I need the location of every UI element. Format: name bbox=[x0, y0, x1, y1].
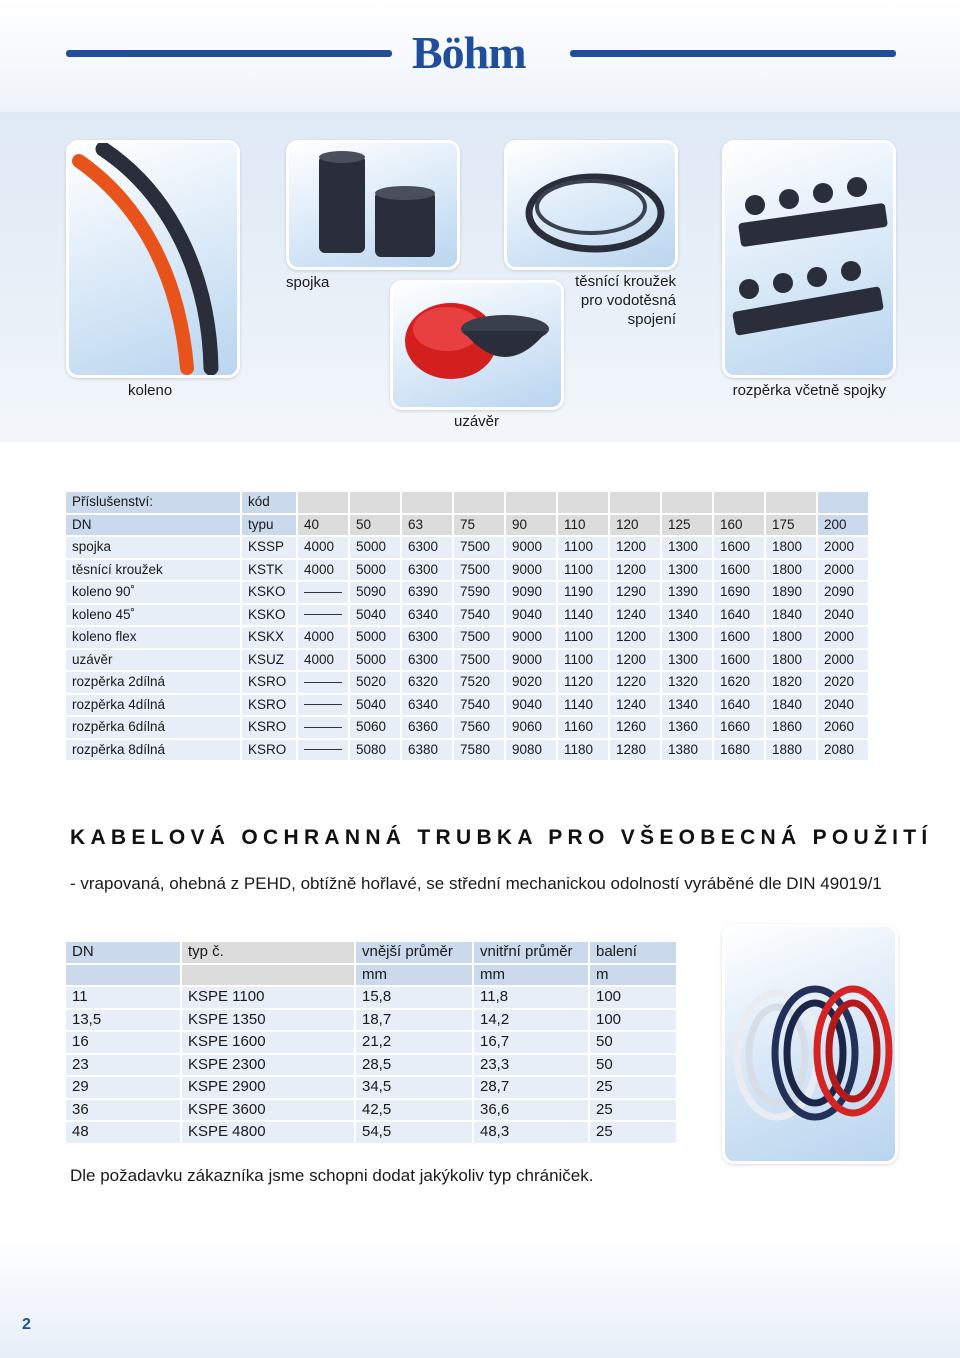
pipe-cell: 15,8 bbox=[356, 987, 472, 1008]
pipe-cell: 13,5 bbox=[66, 1010, 180, 1031]
accessories-row-value: 9000 bbox=[506, 560, 556, 581]
accessories-row-value: 4000 bbox=[298, 560, 348, 581]
pipe-row bbox=[66, 1100, 676, 1121]
pipe-cell: 23 bbox=[66, 1055, 180, 1076]
accessories-row-value: 6300 bbox=[402, 627, 452, 648]
accessories-row-code: KSRO bbox=[242, 695, 296, 716]
accessories-row-value: 2000 bbox=[818, 560, 868, 581]
accessories-header-row-2 bbox=[66, 515, 868, 536]
pipe-cell: 36,6 bbox=[474, 1100, 588, 1121]
caption-koleno: koleno bbox=[128, 382, 173, 399]
accessories-row-value: 7540 bbox=[454, 605, 504, 626]
accessories-row-value: 1600 bbox=[714, 627, 764, 648]
accessories-row-value: 1380 bbox=[662, 740, 712, 761]
not-available-dash bbox=[304, 727, 342, 728]
accessories-row-name: rozpěrka 2dílná bbox=[66, 672, 240, 693]
accessories-row-value: 1190 bbox=[558, 582, 608, 603]
accessories-row-value: 1140 bbox=[558, 695, 608, 716]
accessories-row-value: 1220 bbox=[610, 672, 660, 693]
accessories-header-row-1 bbox=[66, 492, 868, 513]
uzaver-image bbox=[393, 283, 561, 407]
photo-spojka bbox=[286, 140, 460, 270]
caption-krouzek-line2: pro vodotěsná bbox=[580, 292, 676, 309]
accessories-header-size: 75 bbox=[454, 515, 504, 536]
accessories-row-value: 5060 bbox=[350, 717, 400, 738]
footer-note: Dle požadavku zákazníka jsme schopni dodat jakýkoliv typ chrániček. bbox=[70, 1166, 594, 1185]
accessories-row-code: KSKO bbox=[242, 605, 296, 626]
accessories-row-name: těsnící kroužek bbox=[66, 560, 240, 581]
accessories-row bbox=[66, 740, 868, 761]
accessories-header-blank bbox=[818, 492, 868, 513]
pipe-cell: 16 bbox=[66, 1032, 180, 1053]
pipe-row bbox=[66, 987, 676, 1008]
not-available-dash bbox=[304, 749, 342, 750]
accessories-row-value: 1300 bbox=[662, 627, 712, 648]
header bbox=[0, 0, 960, 112]
accessories-row-value: 1800 bbox=[766, 537, 816, 558]
accessories-row-value: 1180 bbox=[558, 740, 608, 761]
accessories-row-value: 7500 bbox=[454, 627, 504, 648]
accessories-row-value: 5000 bbox=[350, 560, 400, 581]
pipe-cell: 100 bbox=[590, 1010, 676, 1031]
accessories-row-code: KSRO bbox=[242, 717, 296, 738]
accessories-row bbox=[66, 672, 868, 693]
pipe-unit-cell: mm bbox=[474, 965, 588, 986]
accessories-row bbox=[66, 717, 868, 738]
accessories-row-value: 1260 bbox=[610, 717, 660, 738]
accessories-row-value: 1200 bbox=[610, 650, 660, 671]
pipe-cell: 28,7 bbox=[474, 1077, 588, 1098]
accessories-row-value: 1800 bbox=[766, 627, 816, 648]
accessories-row-value: 1290 bbox=[610, 582, 660, 603]
pipe-cell: 50 bbox=[590, 1032, 676, 1053]
accessories-row-value: 6340 bbox=[402, 695, 452, 716]
accessories-row-value: 9080 bbox=[506, 740, 556, 761]
pipe-cell: 50 bbox=[590, 1055, 676, 1076]
brand-logo-text: Böhm bbox=[412, 27, 526, 78]
pipe-cell: 11,8 bbox=[474, 987, 588, 1008]
accessories-row-value: 1690 bbox=[714, 582, 764, 603]
accessories-header-blank bbox=[350, 492, 400, 513]
pipe-row bbox=[66, 1077, 676, 1098]
accessories-header-size: 40 bbox=[298, 515, 348, 536]
accessories-row-value: 5040 bbox=[350, 695, 400, 716]
accessories-row-value: 7580 bbox=[454, 740, 504, 761]
photo-cable-coils bbox=[722, 924, 898, 1164]
pipe-table bbox=[64, 940, 678, 1145]
accessories-row-code: KSKO bbox=[242, 582, 296, 603]
accessories-row-value: 2000 bbox=[818, 537, 868, 558]
accessories-header-blank bbox=[558, 492, 608, 513]
accessories-row bbox=[66, 605, 868, 626]
pipe-header-cell: DN bbox=[66, 942, 180, 963]
accessories-row-value: 1840 bbox=[766, 605, 816, 626]
pipe-row bbox=[66, 1032, 676, 1053]
page-number: 2 bbox=[22, 1316, 31, 1333]
accessories-header-size: 120 bbox=[610, 515, 660, 536]
accessories-row-value: 6340 bbox=[402, 605, 452, 626]
pipe-unit-cell: mm bbox=[356, 965, 472, 986]
accessories-row-value: 6390 bbox=[402, 582, 452, 603]
pipe-row bbox=[66, 1122, 676, 1143]
accessories-row-value: 6380 bbox=[402, 740, 452, 761]
accessories-row-value: 2060 bbox=[818, 717, 868, 738]
accessories-row-value: 1660 bbox=[714, 717, 764, 738]
accessories-row-value bbox=[298, 582, 348, 603]
accessories-header-size: 63 bbox=[402, 515, 452, 536]
spojka-image bbox=[289, 143, 457, 267]
accessories-row-value: 1640 bbox=[714, 605, 764, 626]
accessories-row-code: KSRO bbox=[242, 740, 296, 761]
caption-krouzek-line3: spojení bbox=[627, 311, 676, 328]
accessories-header-blank bbox=[402, 492, 452, 513]
accessories-header-blank bbox=[298, 492, 348, 513]
koleno-image bbox=[69, 143, 237, 375]
not-available-dash bbox=[304, 614, 342, 615]
krouzek-image bbox=[507, 143, 675, 267]
accessories-row-value: 2080 bbox=[818, 740, 868, 761]
accessories-row-value: 7590 bbox=[454, 582, 504, 603]
pipe-cell: 11 bbox=[66, 987, 180, 1008]
accessories-row-value: 5020 bbox=[350, 672, 400, 693]
photo-koleno bbox=[66, 140, 240, 378]
accessories-row-value: 9060 bbox=[506, 717, 556, 738]
pipe-header-row bbox=[66, 942, 676, 963]
accessories-row-value: 1340 bbox=[662, 695, 712, 716]
accessories-row-name: koleno 90˚ bbox=[66, 582, 240, 603]
accessories-row-value: 1300 bbox=[662, 560, 712, 581]
accessories-row-value bbox=[298, 740, 348, 761]
header-line-right bbox=[570, 50, 896, 57]
accessories-row-value: 6300 bbox=[402, 560, 452, 581]
pipe-unit-cell bbox=[66, 965, 180, 986]
accessories-header-blank bbox=[714, 492, 764, 513]
accessories-row-value: 1600 bbox=[714, 537, 764, 558]
pipe-cell: KSPE 2300 bbox=[182, 1055, 354, 1076]
pipe-cell: 23,3 bbox=[474, 1055, 588, 1076]
accessories-row-value: 9040 bbox=[506, 695, 556, 716]
caption-rozperka: rozpěrka včetně spojky bbox=[732, 382, 886, 399]
accessories-row-value: 4000 bbox=[298, 627, 348, 648]
accessories-row-value: 1240 bbox=[610, 605, 660, 626]
accessories-row-value: 1300 bbox=[662, 537, 712, 558]
pipe-cell: KSPE 3600 bbox=[182, 1100, 354, 1121]
caption-spojka: spojka bbox=[286, 274, 330, 291]
pipe-cell: 25 bbox=[590, 1100, 676, 1121]
accessories-row-value: 1800 bbox=[766, 650, 816, 671]
section-title: KABELOVÁ OCHRANNÁ TRUBKA PRO VŠEOBECNÁ POUŽITÍ bbox=[70, 826, 933, 849]
pipe-cell: KSPE 1600 bbox=[182, 1032, 354, 1053]
accessories-row-value: 9000 bbox=[506, 537, 556, 558]
accessories-row-value: 9000 bbox=[506, 650, 556, 671]
accessories-row-code: KSUZ bbox=[242, 650, 296, 671]
pipe-cell: 18,7 bbox=[356, 1010, 472, 1031]
pipe-cell: KSPE 1100 bbox=[182, 987, 354, 1008]
accessories-header-blank bbox=[506, 492, 556, 513]
accessories-row-value: 9020 bbox=[506, 672, 556, 693]
accessories-row-value: 2020 bbox=[818, 672, 868, 693]
pipe-cell: 48,3 bbox=[474, 1122, 588, 1143]
accessories-row bbox=[66, 560, 868, 581]
accessories-header-code: kód bbox=[242, 492, 296, 513]
accessories-row-value: 1200 bbox=[610, 560, 660, 581]
pipe-cell: 54,5 bbox=[356, 1122, 472, 1143]
accessories-row-value: 1280 bbox=[610, 740, 660, 761]
accessories-row-value: 1100 bbox=[558, 650, 608, 671]
accessories-row-value: 7540 bbox=[454, 695, 504, 716]
accessories-row-value: 1300 bbox=[662, 650, 712, 671]
product-gallery bbox=[0, 112, 960, 442]
accessories-row-value: 4000 bbox=[298, 650, 348, 671]
accessories-row-value: 5080 bbox=[350, 740, 400, 761]
accessories-row-name: rozpěrka 8dílná bbox=[66, 740, 240, 761]
accessories-row-value: 5000 bbox=[350, 650, 400, 671]
accessories-header-size: 50 bbox=[350, 515, 400, 536]
accessories-row-value: 1120 bbox=[558, 672, 608, 693]
accessories-header-blank bbox=[454, 492, 504, 513]
accessories-row-value: 7520 bbox=[454, 672, 504, 693]
accessories-row-value: 2000 bbox=[818, 650, 868, 671]
accessories-header-dn: DN bbox=[66, 515, 240, 536]
accessories-row-value: 1640 bbox=[714, 695, 764, 716]
accessories-row-value: 1600 bbox=[714, 650, 764, 671]
accessories-row-value: 9090 bbox=[506, 582, 556, 603]
accessories-row-value: 6300 bbox=[402, 650, 452, 671]
pipe-cell: 29 bbox=[66, 1077, 180, 1098]
accessories-row-value: 1880 bbox=[766, 740, 816, 761]
section-description: - vrapovaná, ohebná z PEHD, obtížně hořlavé, se střední mechanickou odolností vyráběné dle DIN 49019/1 bbox=[70, 874, 882, 893]
accessories-row-value: 2000 bbox=[818, 627, 868, 648]
accessories-row-value: 1860 bbox=[766, 717, 816, 738]
accessories-row-code: KSSP bbox=[242, 537, 296, 558]
header-line-left bbox=[66, 50, 392, 57]
accessories-row bbox=[66, 695, 868, 716]
accessories-row-value: 1100 bbox=[558, 537, 608, 558]
pipe-cell: 34,5 bbox=[356, 1077, 472, 1098]
accessories-row-value: 7500 bbox=[454, 560, 504, 581]
accessories-header-size: 110 bbox=[558, 515, 608, 536]
accessories-row-value: 1240 bbox=[610, 695, 660, 716]
accessories-row-value: 1320 bbox=[662, 672, 712, 693]
accessories-row-value: 2040 bbox=[818, 605, 868, 626]
accessories-header-size: 125 bbox=[662, 515, 712, 536]
photo-rozperka bbox=[722, 140, 896, 378]
pipe-cell: KSPE 1350 bbox=[182, 1010, 354, 1031]
accessories-row-value: 1890 bbox=[766, 582, 816, 603]
accessories-row-name: uzávěr bbox=[66, 650, 240, 671]
caption-krouzek-line1: těsnící kroužek bbox=[575, 273, 676, 290]
accessories-row-value: 7560 bbox=[454, 717, 504, 738]
pipe-cell: 42,5 bbox=[356, 1100, 472, 1121]
accessories-header-label: Příslušenství: bbox=[66, 492, 240, 513]
not-available-dash bbox=[304, 704, 342, 705]
accessories-row-code: KSKX bbox=[242, 627, 296, 648]
not-available-dash bbox=[304, 592, 342, 593]
accessories-header-blank bbox=[610, 492, 660, 513]
accessories-row-value: 5040 bbox=[350, 605, 400, 626]
pipe-unit-cell bbox=[182, 965, 354, 986]
accessories-row-name: spojka bbox=[66, 537, 240, 558]
accessories-table bbox=[64, 490, 870, 762]
photo-uzaver bbox=[390, 280, 564, 410]
accessories-header-size: 175 bbox=[766, 515, 816, 536]
accessories-row-value: 2040 bbox=[818, 695, 868, 716]
accessories-row-value: 1680 bbox=[714, 740, 764, 761]
pipe-cell: 36 bbox=[66, 1100, 180, 1121]
pipe-units-row bbox=[66, 965, 676, 986]
accessories-row-value: 1340 bbox=[662, 605, 712, 626]
accessories-table-body bbox=[66, 492, 868, 760]
accessories-row-value: 1620 bbox=[714, 672, 764, 693]
pipe-cell: 100 bbox=[590, 987, 676, 1008]
accessories-row-value: 1140 bbox=[558, 605, 608, 626]
accessories-row-value: 4000 bbox=[298, 537, 348, 558]
accessories-row-value bbox=[298, 717, 348, 738]
accessories-row bbox=[66, 627, 868, 648]
caption-uzaver: uzávěr bbox=[454, 413, 500, 430]
accessories-row-value: 1390 bbox=[662, 582, 712, 603]
accessories-row-value: 1360 bbox=[662, 717, 712, 738]
accessories-row-code: KSTK bbox=[242, 560, 296, 581]
accessories-row bbox=[66, 650, 868, 671]
pipe-header-cell: vnější průměr bbox=[356, 942, 472, 963]
pipe-header-cell: vnitřní průměr bbox=[474, 942, 588, 963]
accessories-row-value: 6320 bbox=[402, 672, 452, 693]
accessories-row-name: koleno flex bbox=[66, 627, 240, 648]
footer-band bbox=[0, 1240, 960, 1358]
accessories-row-value: 5000 bbox=[350, 537, 400, 558]
pipe-header-cell: typ č. bbox=[182, 942, 354, 963]
accessories-row-value: 6300 bbox=[402, 537, 452, 558]
accessories-row-value: 1820 bbox=[766, 672, 816, 693]
pipe-cell: KSPE 4800 bbox=[182, 1122, 354, 1143]
pipe-table-body bbox=[66, 942, 676, 1143]
accessories-row-value: 1800 bbox=[766, 560, 816, 581]
accessories-row-value: 1100 bbox=[558, 627, 608, 648]
accessories-row-value: 1200 bbox=[610, 537, 660, 558]
pipe-cell: 21,2 bbox=[356, 1032, 472, 1053]
not-available-dash bbox=[304, 682, 342, 683]
accessories-row-value bbox=[298, 695, 348, 716]
accessories-row-name: rozpěrka 6dílná bbox=[66, 717, 240, 738]
accessories-header-size: 200 bbox=[818, 515, 868, 536]
pipe-cell: 25 bbox=[590, 1122, 676, 1143]
pipe-cell: 48 bbox=[66, 1122, 180, 1143]
accessories-row bbox=[66, 582, 868, 603]
pipe-header-cell: balení bbox=[590, 942, 676, 963]
accessories-row-value: 9040 bbox=[506, 605, 556, 626]
pipe-cell: 14,2 bbox=[474, 1010, 588, 1031]
accessories-row-value: 7500 bbox=[454, 537, 504, 558]
accessories-row-name: koleno 45˚ bbox=[66, 605, 240, 626]
accessories-row bbox=[66, 537, 868, 558]
pipe-cell: 16,7 bbox=[474, 1032, 588, 1053]
brand-logo bbox=[412, 28, 552, 78]
accessories-row-value: 7500 bbox=[454, 650, 504, 671]
cable-coils-image bbox=[725, 927, 895, 1161]
accessories-row-value: 9000 bbox=[506, 627, 556, 648]
accessories-header-type: typu bbox=[242, 515, 296, 536]
accessories-row-value bbox=[298, 672, 348, 693]
photo-krouzek bbox=[504, 140, 678, 270]
accessories-row-value: 1100 bbox=[558, 560, 608, 581]
accessories-header-size: 160 bbox=[714, 515, 764, 536]
accessories-row-code: KSRO bbox=[242, 672, 296, 693]
accessories-row-value bbox=[298, 605, 348, 626]
pipe-row bbox=[66, 1055, 676, 1076]
pipe-unit-cell: m bbox=[590, 965, 676, 986]
accessories-header-blank bbox=[766, 492, 816, 513]
accessories-header-blank bbox=[662, 492, 712, 513]
accessories-row-value: 1840 bbox=[766, 695, 816, 716]
pipe-cell: KSPE 2900 bbox=[182, 1077, 354, 1098]
accessories-row-value: 1160 bbox=[558, 717, 608, 738]
accessories-row-value: 1600 bbox=[714, 560, 764, 581]
accessories-row-value: 6360 bbox=[402, 717, 452, 738]
accessories-row-value: 5090 bbox=[350, 582, 400, 603]
pipe-row bbox=[66, 1010, 676, 1031]
rozperka-image bbox=[725, 143, 893, 375]
accessories-row-value: 2090 bbox=[818, 582, 868, 603]
accessories-row-value: 5000 bbox=[350, 627, 400, 648]
accessories-row-name: rozpěrka 4dílná bbox=[66, 695, 240, 716]
pipe-cell: 28,5 bbox=[356, 1055, 472, 1076]
pipe-cell: 25 bbox=[590, 1077, 676, 1098]
accessories-row-value: 1200 bbox=[610, 627, 660, 648]
accessories-header-size: 90 bbox=[506, 515, 556, 536]
